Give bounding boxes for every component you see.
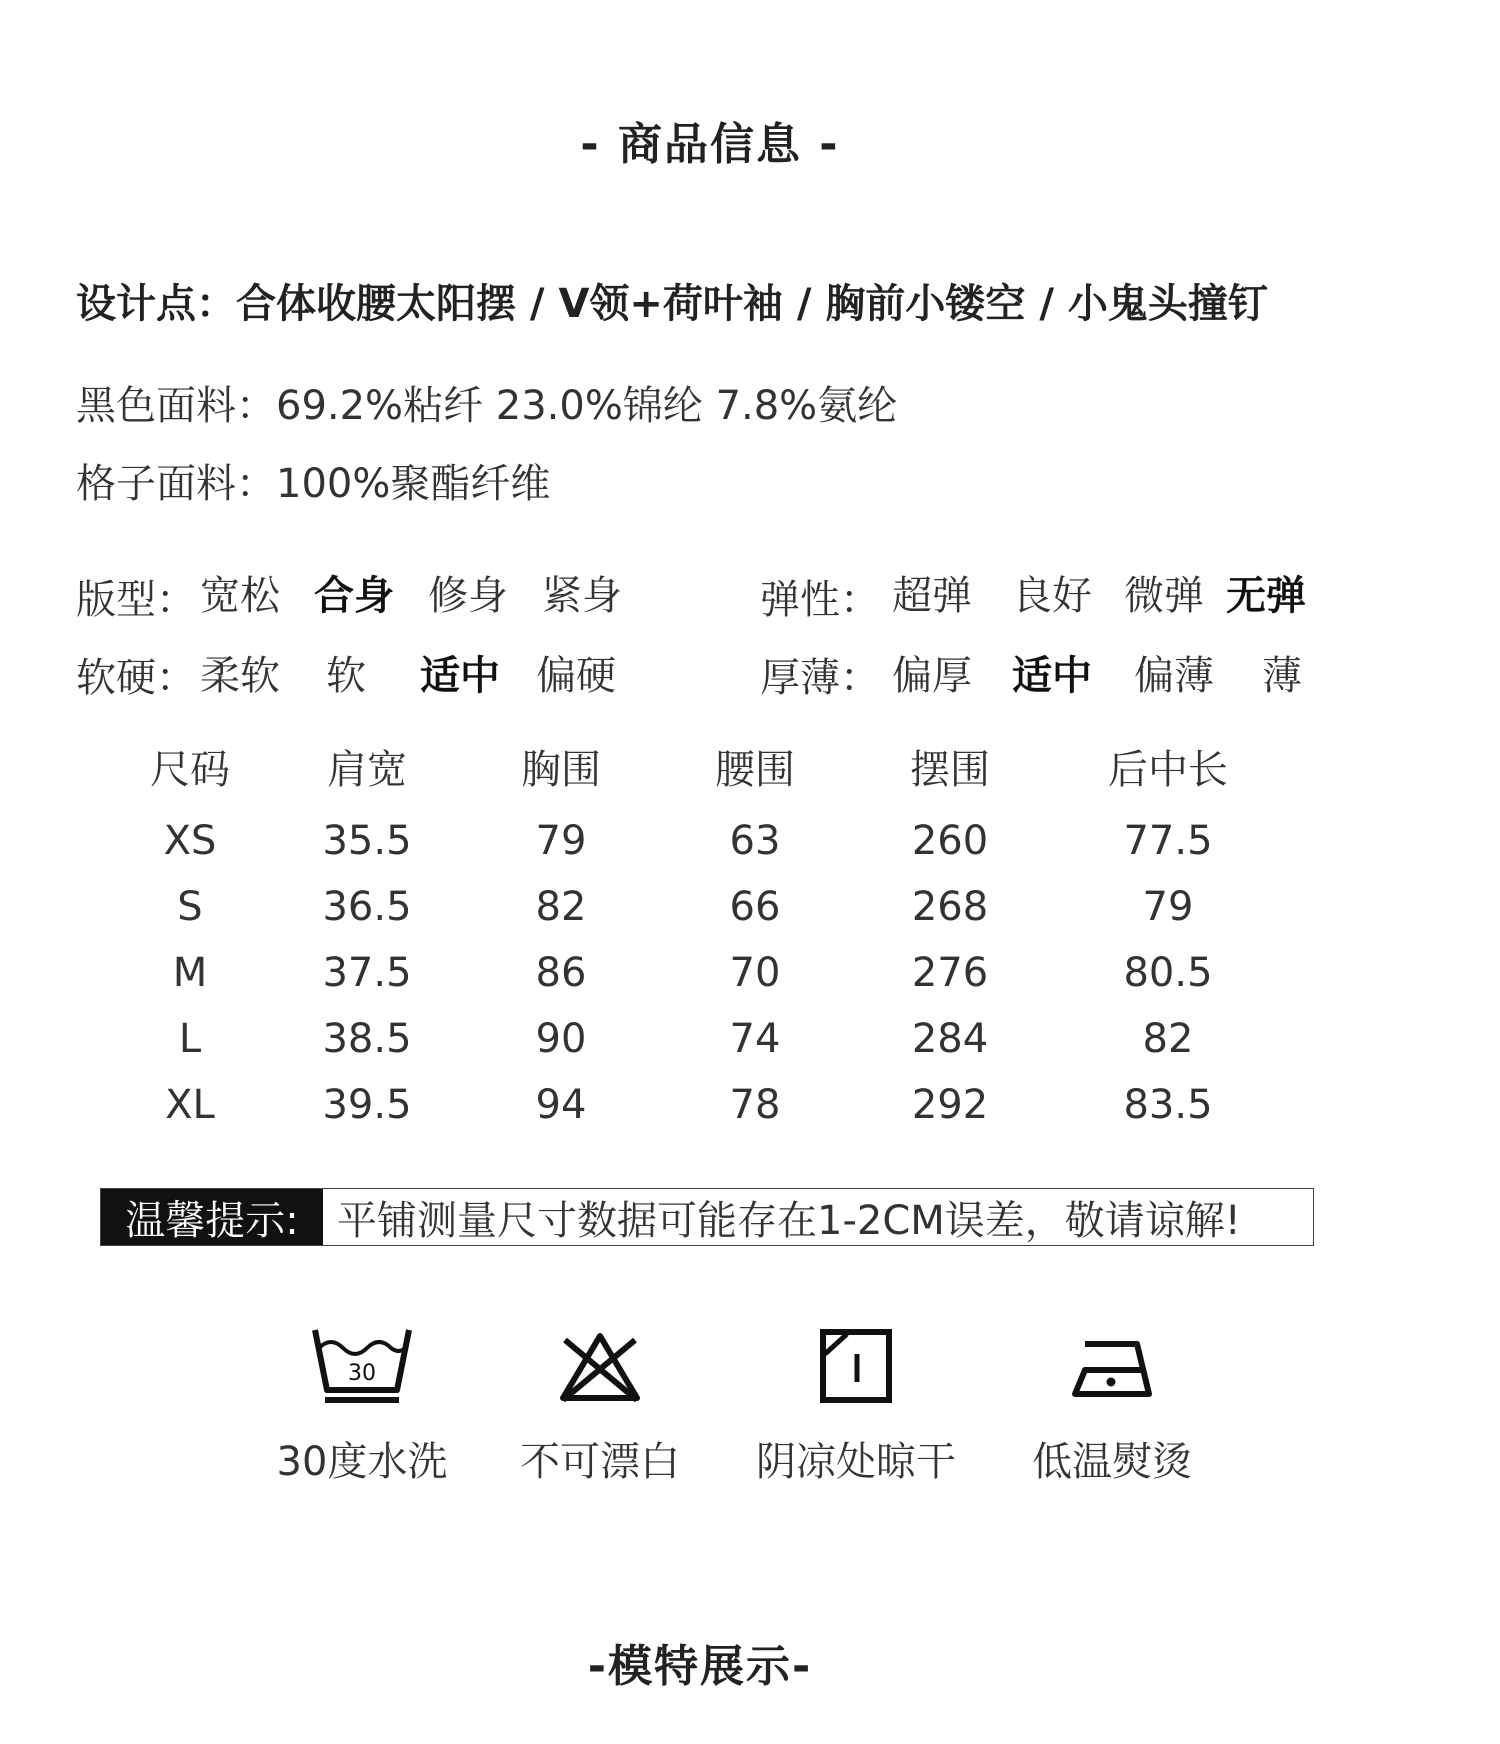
care-item-iron	[1012, 1318, 1212, 1485]
warm-tip-box	[100, 1188, 1314, 1246]
table-cell: 276	[911, 950, 989, 996]
table-row	[110, 1006, 1288, 1072]
header-size: 尺码	[150, 747, 230, 793]
thickness-option: 薄	[1262, 653, 1302, 699]
care-caption: 阴凉处晾干	[756, 1439, 956, 1485]
section-title-product-info: - 商品信息 -	[580, 119, 840, 170]
table-cell: 86	[535, 950, 587, 996]
table-cell: 83.5	[1123, 1082, 1213, 1128]
fit-option: 合身	[314, 573, 394, 619]
table-cell: 268	[911, 884, 989, 930]
attribute-thickness-label: 厚薄：	[760, 655, 880, 701]
table-cell: 70	[729, 950, 781, 996]
table-row	[110, 874, 1288, 940]
table-cell: 79	[1142, 884, 1194, 930]
elasticity-option: 超弹	[892, 573, 972, 619]
table-cell: S	[177, 884, 203, 930]
table-cell: 82	[535, 884, 587, 930]
care-caption: 低温熨烫	[1032, 1439, 1192, 1485]
header-shoulder: 肩宽	[327, 747, 407, 793]
table-row	[110, 1072, 1288, 1138]
attribute-fit-label: 版型：	[76, 577, 196, 623]
table-cell: 80.5	[1123, 950, 1213, 996]
care-caption: 30度水洗	[276, 1439, 448, 1485]
elasticity-option: 微弹	[1124, 573, 1204, 619]
fit-option: 宽松	[200, 573, 280, 619]
care-item-bleach	[500, 1318, 700, 1485]
table-cell: 77.5	[1123, 818, 1213, 864]
table-cell: 37.5	[322, 950, 412, 996]
fit-option: 修身	[428, 573, 508, 619]
table-cell: 63	[729, 818, 781, 864]
care-item-wash	[262, 1318, 462, 1485]
warm-tip-text: 平铺测量尺寸数据可能存在1-2CM误差，敬请谅解!	[337, 1197, 1241, 1244]
table-cell: 79	[535, 818, 587, 864]
warm-tip-label: 温馨提示:	[101, 1189, 323, 1245]
fit-option: 紧身	[542, 573, 622, 619]
table-cell: 39.5	[322, 1082, 412, 1128]
dry-in-shade-icon	[801, 1318, 911, 1408]
header-waist: 腰围	[715, 747, 795, 793]
table-cell: 82	[1142, 1016, 1194, 1062]
wash-30-icon	[307, 1318, 417, 1408]
softness-option: 适中	[420, 653, 500, 699]
table-cell: 260	[911, 818, 989, 864]
fabric-check: 格子面料：100%聚酯纤维	[76, 461, 551, 507]
softness-option: 偏硬	[536, 653, 616, 699]
attribute-softness-label: 软硬：	[76, 655, 196, 701]
table-cell: 90	[535, 1016, 587, 1062]
size-table-header	[110, 738, 1288, 808]
table-cell: 78	[729, 1082, 781, 1128]
table-cell: M	[172, 950, 208, 996]
table-cell: L	[178, 1016, 202, 1062]
section-title-model-display: -模特展示-	[587, 1641, 813, 1692]
attribute-elasticity-label: 弹性：	[760, 577, 880, 623]
fabric-black: 黑色面料：69.2%粘纤 23.0%锦纶 7.8%氨纶	[76, 383, 898, 429]
elasticity-option: 无弹	[1226, 573, 1306, 619]
elasticity-option: 良好	[1012, 573, 1092, 619]
thickness-option: 适中	[1012, 653, 1092, 699]
table-cell: 292	[911, 1082, 989, 1128]
care-item-dry	[756, 1318, 956, 1485]
table-cell: 38.5	[322, 1016, 412, 1062]
header-back-length: 后中长	[1108, 747, 1228, 793]
design-points: 设计点：合体收腰太阳摆 / V领+荷叶袖 / 胸前小镂空 / 小鬼头撞钉	[76, 281, 1268, 327]
table-row	[110, 940, 1288, 1006]
header-hem: 摆围	[910, 747, 990, 793]
wash-temp-label: 30	[348, 1361, 376, 1386]
softness-option: 软	[326, 653, 366, 699]
table-cell: XS	[163, 818, 217, 864]
thickness-option: 偏薄	[1134, 653, 1214, 699]
table-cell: 284	[911, 1016, 989, 1062]
low-temp-iron-icon	[1057, 1318, 1167, 1408]
table-cell: 35.5	[322, 818, 412, 864]
care-caption: 不可漂白	[520, 1439, 680, 1485]
table-cell: 66	[729, 884, 781, 930]
table-cell: XL	[165, 1082, 215, 1128]
table-row	[110, 808, 1288, 874]
header-bust: 胸围	[521, 747, 601, 793]
no-bleach-icon	[545, 1318, 655, 1408]
softness-option: 柔软	[200, 653, 280, 699]
table-cell: 36.5	[322, 884, 412, 930]
table-cell: 74	[729, 1016, 781, 1062]
thickness-option: 偏厚	[892, 653, 972, 699]
table-cell: 94	[535, 1082, 587, 1128]
size-table	[110, 738, 1288, 1138]
